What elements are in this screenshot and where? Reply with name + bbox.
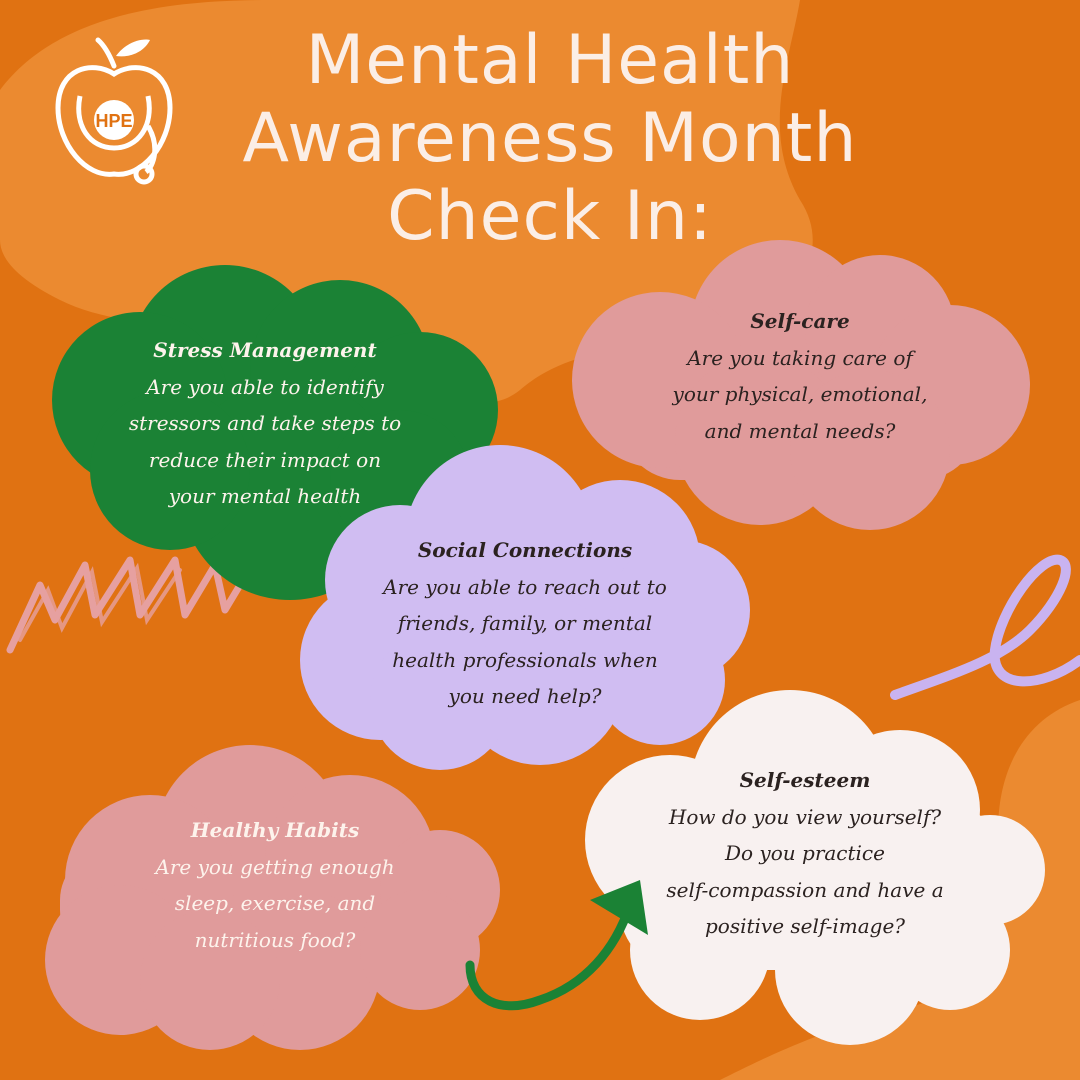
selfcare-heading: Self-care: [750, 309, 850, 333]
stress-card: [110, 332, 420, 515]
selfcare-card: [650, 303, 950, 449]
stress-line-2: stressors and take steps to: [128, 411, 402, 435]
esteem-card: [640, 762, 970, 945]
page-title: [200, 22, 900, 256]
green-arrow-curve: [470, 905, 630, 1006]
title-line-1: Mental Health: [305, 21, 795, 100]
selfcare-line-1: Are you taking care of: [687, 345, 913, 370]
habits-card: [125, 812, 425, 958]
selfcare-line-3: and mental needs?: [704, 418, 896, 443]
habits-line-1: Are you getting enough: [155, 854, 395, 879]
pink-scribble-shadow: [20, 568, 180, 640]
lavender-loop-decoration: [895, 560, 1080, 695]
esteem-line-2: Do you practice: [725, 841, 885, 865]
logo-text: HPE: [95, 111, 133, 131]
social-line-3: health professionals when: [392, 647, 658, 672]
esteem-heading: Self-esteem: [739, 768, 871, 792]
social-line-1: Are you able to reach out to: [383, 574, 667, 599]
social-card: [365, 532, 685, 715]
title-line-2: Awareness Month: [242, 99, 858, 178]
stress-line-1: Are you able to identify: [146, 374, 384, 399]
social-line-2: friends, family, or mental: [397, 611, 653, 635]
title-line-3: Check In:: [387, 177, 713, 256]
stress-line-3: reduce their impact on: [148, 447, 382, 472]
selfcare-line-2: your physical, emotional,: [672, 382, 928, 406]
habits-line-3: nutritious food?: [194, 927, 356, 952]
stress-line-4: your mental health: [168, 484, 362, 508]
habits-line-2: sleep, exercise, and: [174, 891, 376, 915]
stress-heading: Stress Management: [153, 338, 377, 362]
esteem-line-3: self-compassion and have a: [666, 877, 944, 902]
social-line-4: you need help?: [448, 684, 602, 708]
social-heading: Social Connections: [417, 538, 633, 562]
esteem-line-1: How do you view yourself?: [668, 804, 942, 829]
apple-stethoscope-icon: [50, 36, 180, 186]
habits-heading: Healthy Habits: [190, 818, 360, 842]
esteem-line-4: positive self-image?: [704, 914, 906, 938]
